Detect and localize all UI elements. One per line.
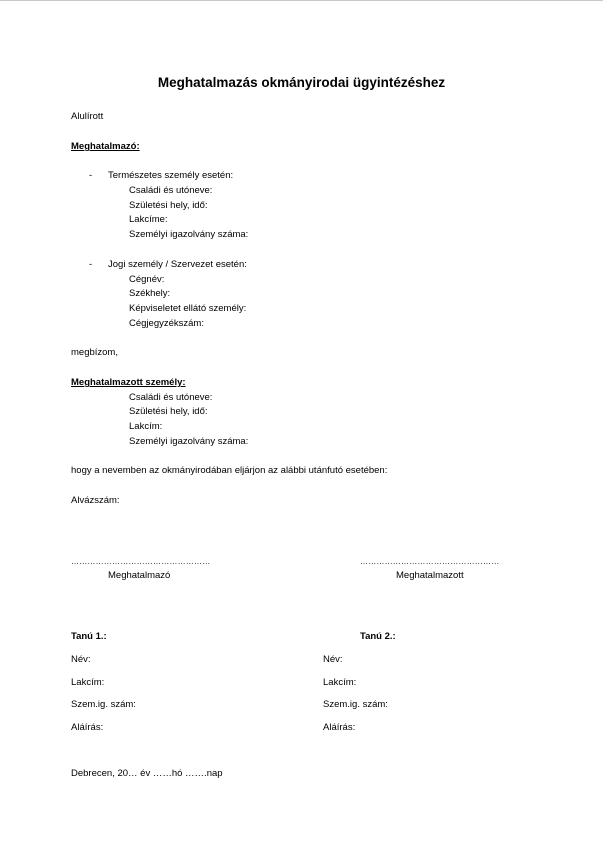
natural-person-field: Családi és utóneve: <box>129 185 213 196</box>
legal-person-field: Cégnév: <box>129 274 165 285</box>
natural-person-label: Természetes személy esetén: <box>108 170 234 181</box>
legal-person-field: Székhely: <box>129 288 171 299</box>
natural-person-field: Születési hely, idő: <box>129 200 208 211</box>
legal-person-dash: - <box>89 259 93 270</box>
witness1-field: Szem.ig. szám: <box>71 699 136 710</box>
witness1-field: Lakcím: <box>71 677 105 688</box>
page-top-border <box>0 0 603 1</box>
agent-signature-line: …………………………………………… <box>360 557 500 566</box>
natural-person-field: Lakcíme: <box>129 214 168 225</box>
intro-text: Alulírott <box>71 111 104 122</box>
witness2-field: Név: <box>323 654 343 665</box>
agent-field: Családi és utóneve: <box>129 392 213 403</box>
witness1-heading: Tanú 1.: <box>71 631 107 642</box>
agent-field: Személyi igazolvány száma: <box>129 436 249 447</box>
witness1-field: Név: <box>71 654 91 665</box>
authorize-text: megbízom, <box>71 347 118 358</box>
legal-person-field: Cégjegyzékszám: <box>129 318 204 329</box>
chassis-number-label: Alvázszám: <box>71 495 120 506</box>
witness2-field: Lakcím: <box>323 677 357 688</box>
principal-heading: Meghatalmazó: <box>71 141 140 152</box>
agent-field: Születési hely, idő: <box>129 406 208 417</box>
agent-signature-label: Meghatalmazott <box>396 570 464 581</box>
witness2-field: Szem.ig. szám: <box>323 699 388 710</box>
principal-signature-label: Meghatalmazó <box>108 570 171 581</box>
date-line: Debrecen, 20… év ……hó …….nap <box>71 768 223 779</box>
witness2-field: Aláírás: <box>323 722 356 733</box>
principal-signature-line: …………………………………………… <box>71 557 211 566</box>
natural-person-dash: - <box>89 170 93 181</box>
witness1-field: Aláírás: <box>71 722 104 733</box>
purpose-text: hogy a nevemben az okmányirodában eljárjon az alábbi utánfutó esetében: <box>71 465 388 476</box>
agent-heading: Meghatalmazott személy: <box>71 377 186 388</box>
legal-person-field: Képviseletet ellátó személy: <box>129 303 247 314</box>
natural-person-field: Személyi igazolvány száma: <box>129 229 249 240</box>
document-title: Meghatalmazás okmányirodai ügyintézéshez <box>157 75 446 90</box>
agent-field: Lakcím: <box>129 421 163 432</box>
witness2-heading: Tanú 2.: <box>360 631 396 642</box>
legal-person-label: Jogi személy / Szervezet esetén: <box>108 259 247 270</box>
